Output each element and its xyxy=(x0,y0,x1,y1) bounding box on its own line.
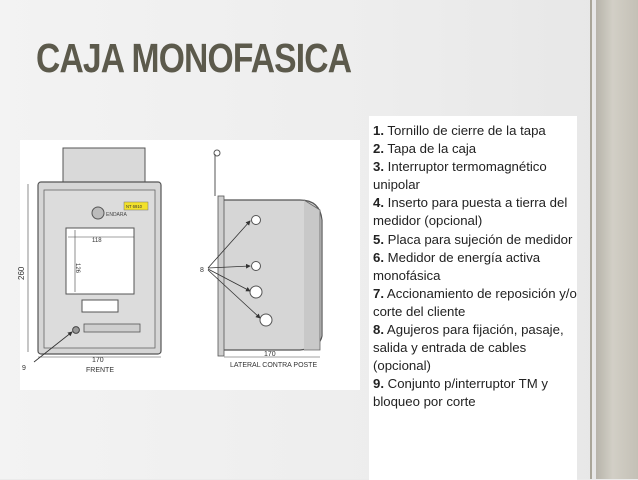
dim-260: 260 xyxy=(17,266,26,280)
technical-drawing xyxy=(17,140,360,390)
dim-118: 118 xyxy=(92,238,102,244)
screw-icon xyxy=(92,207,104,219)
side-lid-edge xyxy=(304,200,320,350)
list-item: 9. Conjunto p/interruptor TM y bloqueo por corte xyxy=(373,376,548,410)
list-item: 4. Inserto para puesta a tierra del medidor (opcional) xyxy=(373,195,568,229)
list-item: 6. Medidor de energía activa monofásica xyxy=(373,249,541,283)
parts-list xyxy=(373,122,577,412)
list-item: 3. Interruptor termomagnético unipolar xyxy=(373,159,547,193)
side-view xyxy=(200,150,322,369)
dim-170-front: 170 xyxy=(92,357,104,364)
dim-126: 126 xyxy=(74,263,80,274)
callout-9: 9 xyxy=(22,365,26,372)
list-item: 5. Placa para sujeción de medidor xyxy=(373,231,573,247)
list-item: 2. Tapa de la caja xyxy=(373,141,477,157)
dim-170-side: 170 xyxy=(264,351,276,358)
label-side: LATERAL CONTRA POSTE xyxy=(230,362,318,369)
slide-title: CAJA MONOFASICA xyxy=(36,35,352,81)
yellow-label-text: NT 6910 xyxy=(126,204,142,209)
brand-text: ENDARA xyxy=(106,212,127,218)
list-item: 7. Accionamiento de reposición y/o corte del cliente xyxy=(373,285,577,319)
list-item: 8. Agujeros para fijación, pasaje, salida y entrada de cables (opcional) xyxy=(373,322,564,374)
front-top-cap xyxy=(63,148,145,186)
callout-8: 8 xyxy=(200,267,204,274)
hole-4-icon xyxy=(260,314,272,326)
decorative-divider xyxy=(590,0,592,479)
hole-1-icon xyxy=(252,216,261,225)
side-hinge-icon xyxy=(214,150,220,156)
decorative-side-band xyxy=(596,0,638,479)
reset-bar xyxy=(84,324,140,332)
drawing-svg xyxy=(17,140,360,390)
hole-2-icon xyxy=(252,262,261,271)
front-view xyxy=(17,148,161,374)
list-item: 1. Tornillo de cierre de la tapa xyxy=(373,123,546,138)
breaker-knob-icon xyxy=(73,327,80,334)
breaker-window xyxy=(82,300,118,312)
hole-3-icon xyxy=(250,286,262,298)
label-front: FRENTE xyxy=(86,367,114,374)
